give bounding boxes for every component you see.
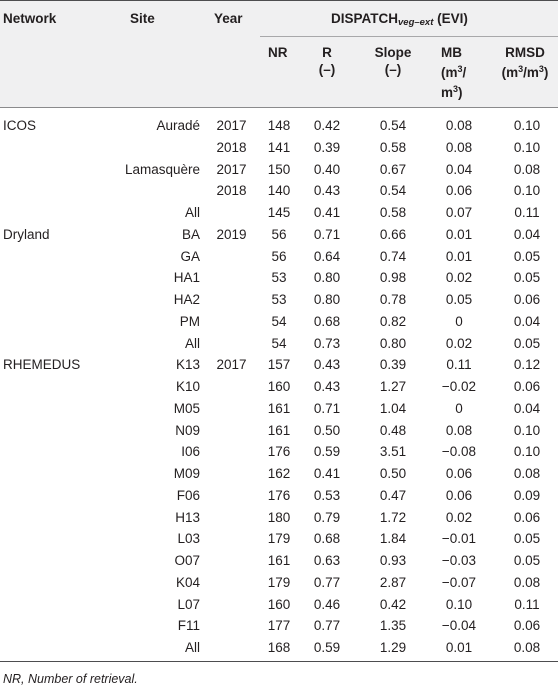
cell-site: K10 xyxy=(175,379,200,394)
cell-rmsd: 0.10 xyxy=(513,118,541,133)
cell-mb: 0 xyxy=(455,313,463,329)
table-row xyxy=(0,114,558,137)
cell-slope: 3.51 xyxy=(379,444,407,460)
mb-unit-part: m xyxy=(441,85,454,100)
cell-nr: 56 xyxy=(271,248,287,264)
cell-nr: 54 xyxy=(271,313,287,329)
cell-slope: 0.93 xyxy=(379,553,407,568)
cell-mb: 0.04 xyxy=(445,161,473,177)
cell-rmsd: 0.08 xyxy=(513,574,541,590)
cell-rmsd: 0.10 xyxy=(513,183,541,199)
cell-rmsd: 0.08 xyxy=(513,161,541,177)
cell-slope: 2.87 xyxy=(379,574,407,590)
cell-mb: 0.08 xyxy=(445,118,473,133)
cell-mb: 0.08 xyxy=(445,139,473,155)
cell-mb: 0.06 xyxy=(445,487,473,503)
cell-r: 0.41 xyxy=(313,466,341,481)
cell-slope: 0.42 xyxy=(379,596,407,612)
cell-mb: −0.07 xyxy=(441,574,477,590)
cell-r: 0.43 xyxy=(313,357,341,373)
cell-site: All xyxy=(184,335,200,351)
header-slope xyxy=(364,44,422,78)
cell-mb: 0.01 xyxy=(445,248,473,264)
cell-r: 0.79 xyxy=(313,509,341,525)
cell-nr: 54 xyxy=(271,335,287,351)
top-rule xyxy=(0,0,558,1)
cell-nr: 53 xyxy=(271,270,287,286)
cell-nr: 161 xyxy=(267,400,291,416)
cell-rmsd: 0.06 xyxy=(513,379,541,394)
cell-r: 0.80 xyxy=(313,292,341,307)
cell-mb: 0.10 xyxy=(445,596,473,612)
header-r-name: R xyxy=(322,45,332,60)
cell-site: HA1 xyxy=(173,270,200,286)
cell-rmsd: 0.06 xyxy=(513,292,541,307)
cell-slope: 0.47 xyxy=(379,487,407,503)
rmsd-unit-part: (m xyxy=(501,65,519,80)
rmsd-unit-sup: 3 xyxy=(538,64,544,74)
cell-mb: 0.01 xyxy=(445,640,473,655)
cell-nr: 160 xyxy=(267,596,291,612)
cell-r: 0.50 xyxy=(313,422,341,438)
cell-site: PM xyxy=(179,313,200,329)
header-dispatch-group xyxy=(331,10,468,31)
cell-r: 0.77 xyxy=(313,618,341,634)
cell-site: F06 xyxy=(176,487,200,503)
header-r-unit: (–) xyxy=(318,62,336,77)
cell-site: L07 xyxy=(177,596,200,612)
rmsd-unit-sup: 3 xyxy=(518,64,524,74)
group-suffix: (EVI) xyxy=(433,11,468,26)
cell-nr: 53 xyxy=(271,292,287,307)
cell-site: HA2 xyxy=(173,292,200,307)
cell-rmsd: 0.12 xyxy=(513,357,541,373)
cell-rmsd: 0.05 xyxy=(513,531,541,547)
cell-site: F11 xyxy=(177,618,200,634)
mb-unit-sup: 3 xyxy=(457,64,463,74)
header-year: Year xyxy=(214,11,243,26)
table-row xyxy=(0,397,558,420)
table-row xyxy=(0,266,558,289)
rmsd-unit-part: /m xyxy=(523,65,539,80)
cell-mb: 0.07 xyxy=(445,205,473,220)
table-row xyxy=(0,419,558,442)
table-row xyxy=(0,571,558,594)
cell-site: BA xyxy=(181,226,200,242)
cell-slope: 0.67 xyxy=(379,161,407,177)
cell-rmsd: 0.06 xyxy=(513,509,541,525)
cell-site: L03 xyxy=(177,531,200,547)
table-row xyxy=(0,310,558,333)
cell-slope: 0.66 xyxy=(379,226,407,242)
cell-rmsd: 0.08 xyxy=(513,466,541,481)
cell-rmsd: 0.05 xyxy=(513,335,541,351)
cell-nr: 140 xyxy=(267,183,291,199)
cell-slope: 0.54 xyxy=(379,118,407,133)
header-mb-name: MB xyxy=(441,45,462,60)
cell-network: ICOS xyxy=(3,118,37,133)
table-row xyxy=(0,353,558,376)
mb-unit-slash: / xyxy=(462,65,467,80)
cell-mb: 0.02 xyxy=(445,270,473,286)
table-row xyxy=(0,288,558,311)
cell-slope: 0.54 xyxy=(379,183,407,199)
cell-mb: 0.05 xyxy=(445,292,473,307)
cell-rmsd: 0.05 xyxy=(513,553,541,568)
cell-rmsd: 0.11 xyxy=(514,205,540,220)
cell-rmsd: 0.10 xyxy=(513,422,541,438)
cell-mb: −0.01 xyxy=(441,531,477,547)
cell-mb: 0.02 xyxy=(445,509,473,525)
cell-mb: 0.11 xyxy=(446,357,472,373)
cell-slope: 0.82 xyxy=(379,313,407,329)
cell-r: 0.68 xyxy=(313,313,341,329)
cell-site: H13 xyxy=(175,509,200,525)
cell-nr: 56 xyxy=(271,226,287,242)
cell-rmsd: 0.04 xyxy=(513,400,541,416)
cell-nr: 150 xyxy=(267,161,291,177)
header-mb-unit-line1 xyxy=(441,61,466,81)
table-row xyxy=(0,179,558,202)
cell-r: 0.43 xyxy=(313,183,341,199)
bottom-rule xyxy=(0,661,558,662)
group-subscript: veg–ext xyxy=(398,17,434,28)
cell-r: 0.64 xyxy=(313,248,341,264)
cell-slope: 0.50 xyxy=(379,466,407,481)
cell-nr: 179 xyxy=(267,531,291,547)
cell-r: 0.71 xyxy=(313,226,341,242)
cell-r: 0.80 xyxy=(313,270,341,286)
cell-r: 0.40 xyxy=(313,161,341,177)
cell-mb: 0.08 xyxy=(445,422,473,438)
cell-nr: 162 xyxy=(267,466,291,481)
cell-nr: 176 xyxy=(267,487,291,503)
table-row xyxy=(0,440,558,463)
cell-mb: 0.01 xyxy=(445,226,473,242)
table-row xyxy=(0,636,558,659)
cell-year: 2018 xyxy=(216,139,247,155)
cell-r: 0.77 xyxy=(313,574,341,590)
cell-site: N09 xyxy=(175,422,200,438)
cell-mb: 0.06 xyxy=(445,183,473,199)
cell-mb: 0 xyxy=(455,400,463,416)
cell-nr: 148 xyxy=(267,118,291,133)
cell-mb: −0.08 xyxy=(441,444,477,460)
cell-r: 0.73 xyxy=(313,335,341,351)
cell-r: 0.42 xyxy=(313,118,341,133)
table-row xyxy=(0,614,558,637)
cell-mb: 0.02 xyxy=(445,335,473,351)
cell-nr: 168 xyxy=(267,640,291,655)
cell-r: 0.63 xyxy=(313,553,341,568)
cell-slope: 0.78 xyxy=(379,292,407,307)
cell-rmsd: 0.06 xyxy=(513,618,541,634)
table-row xyxy=(0,201,558,224)
header-mb xyxy=(441,44,466,101)
cell-site: O07 xyxy=(174,553,200,568)
cell-r: 0.46 xyxy=(313,596,341,612)
cell-slope: 0.48 xyxy=(379,422,407,438)
table-row xyxy=(0,462,558,485)
cell-slope: 1.27 xyxy=(379,379,407,394)
cell-rmsd: 0.05 xyxy=(513,248,541,264)
cell-rmsd: 0.10 xyxy=(513,139,541,155)
group-title: DISPATCH xyxy=(331,11,398,26)
cell-nr: 161 xyxy=(267,553,291,568)
cell-mb: −0.02 xyxy=(441,379,477,394)
cell-nr: 141 xyxy=(267,139,291,155)
cell-r: 0.59 xyxy=(313,640,341,655)
cell-network: Dryland xyxy=(3,226,50,242)
cell-rmsd: 0.10 xyxy=(513,444,541,460)
cell-slope: 0.39 xyxy=(379,357,407,373)
cell-rmsd: 0.05 xyxy=(513,270,541,286)
header-rmsd-name: RMSD xyxy=(505,45,545,60)
cell-slope: 0.80 xyxy=(379,335,407,351)
cell-nr: 180 xyxy=(267,509,291,525)
cell-slope: 1.35 xyxy=(379,618,407,634)
header-bottom-rule xyxy=(0,107,558,108)
table-row xyxy=(0,223,558,246)
table-row xyxy=(0,375,558,398)
table-row xyxy=(0,506,558,529)
cell-mb: −0.03 xyxy=(441,553,477,568)
cell-site: All xyxy=(184,205,200,220)
cell-slope: 1.04 xyxy=(379,400,407,416)
cell-year: 2018 xyxy=(216,183,247,199)
header-nr: NR xyxy=(268,45,288,60)
cell-site: M09 xyxy=(173,466,200,481)
cell-nr: 157 xyxy=(267,357,291,373)
table-row xyxy=(0,245,558,268)
cell-site: GA xyxy=(180,248,200,264)
cell-slope: 1.29 xyxy=(379,640,407,655)
table-row xyxy=(0,158,558,181)
mb-unit-part: (m xyxy=(441,65,458,80)
cell-r: 0.43 xyxy=(313,379,341,394)
cell-slope: 1.72 xyxy=(379,509,407,525)
cell-site: I06 xyxy=(181,444,200,460)
cell-site: M05 xyxy=(173,400,200,416)
cell-mb: 0.06 xyxy=(445,466,473,481)
table-row xyxy=(0,549,558,572)
header-r xyxy=(314,44,340,78)
cell-nr: 160 xyxy=(267,379,291,394)
cell-rmsd: 0.11 xyxy=(514,596,540,612)
header-slope-name: Slope xyxy=(374,45,412,60)
table-row xyxy=(0,527,558,550)
cell-site: Lamasquère xyxy=(124,161,200,177)
cell-slope: 1.84 xyxy=(379,531,407,547)
cell-nr: 177 xyxy=(267,618,291,634)
cell-nr: 145 xyxy=(267,205,291,220)
table-footnote: NR, Number of retrieval. xyxy=(3,672,138,686)
cell-nr: 176 xyxy=(267,444,291,460)
cell-rmsd: 0.04 xyxy=(513,226,541,242)
cell-slope: 0.74 xyxy=(379,248,407,264)
cell-year: 2017 xyxy=(216,161,247,177)
cell-year: 2017 xyxy=(216,357,247,373)
header-network: Network xyxy=(3,11,57,26)
cell-network: RHEMEDUS xyxy=(3,357,81,373)
cell-r: 0.59 xyxy=(313,444,341,460)
cell-r: 0.71 xyxy=(313,400,341,416)
mb-unit-sup: 3 xyxy=(453,84,459,94)
cell-slope: 0.58 xyxy=(379,139,407,155)
cell-site: K13 xyxy=(175,357,200,373)
cell-r: 0.68 xyxy=(313,531,341,547)
cell-mb: −0.04 xyxy=(441,618,477,634)
group-header-underline xyxy=(260,36,558,37)
cell-year: 2017 xyxy=(216,118,247,133)
cell-r: 0.53 xyxy=(313,487,341,503)
cell-nr: 179 xyxy=(267,574,291,590)
cell-nr: 161 xyxy=(267,422,291,438)
cell-site: Auradé xyxy=(156,118,200,133)
header-rmsd-unit xyxy=(492,61,558,81)
table-row xyxy=(0,593,558,616)
mb-unit-close: ) xyxy=(458,85,463,100)
table-row xyxy=(0,484,558,507)
cell-r: 0.39 xyxy=(313,139,341,155)
rmsd-unit-close: ) xyxy=(543,65,549,80)
cell-rmsd: 0.09 xyxy=(513,487,541,503)
table-row xyxy=(0,332,558,355)
cell-slope: 0.98 xyxy=(379,270,407,286)
cell-slope: 0.58 xyxy=(379,205,407,220)
cell-rmsd: 0.08 xyxy=(513,640,541,655)
header-mb-unit-line2 xyxy=(441,81,466,101)
table-row xyxy=(0,136,558,159)
cell-year: 2019 xyxy=(216,226,247,242)
header-site: Site xyxy=(130,11,155,26)
header-rmsd xyxy=(492,44,558,81)
cell-rmsd: 0.04 xyxy=(513,313,541,329)
header-slope-unit: (–) xyxy=(384,62,402,77)
cell-site: All xyxy=(184,640,200,655)
cell-r: 0.41 xyxy=(313,205,341,220)
cell-site: K04 xyxy=(175,574,200,590)
